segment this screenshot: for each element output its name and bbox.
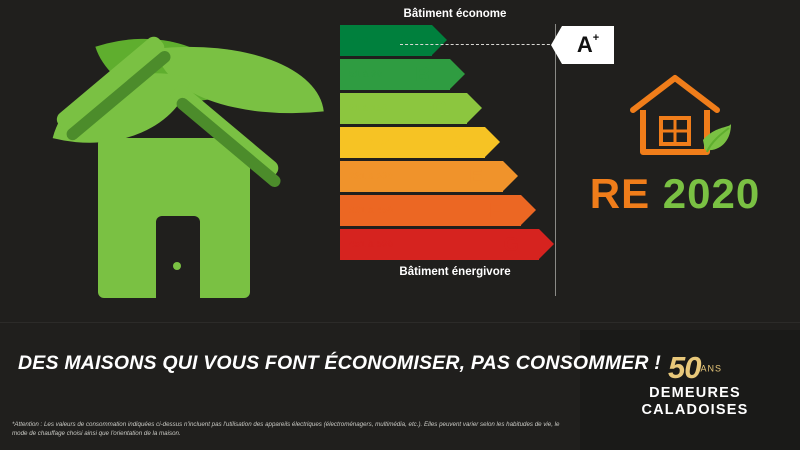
- house-door-shape: [156, 216, 200, 298]
- energy-bar-letter: E: [469, 165, 483, 188]
- energy-bar-letter: F: [488, 199, 501, 222]
- re2020-year: 2020: [662, 170, 761, 217]
- chart-bottom-label: Bâtiment énergivore: [399, 266, 511, 278]
- anniversary-mark: [600, 352, 790, 383]
- rating-connector-line: [400, 44, 560, 46]
- energy-bar-letter: C: [432, 97, 447, 120]
- roof-inner-bar-right: [174, 95, 283, 189]
- energy-bar-letter: D: [450, 131, 465, 154]
- horizontal-divider: [0, 322, 800, 323]
- energy-rating-chart: [340, 8, 570, 308]
- energy-bar: [340, 25, 432, 56]
- energy-bar-row: [340, 93, 570, 124]
- brand-name-line1: DEMEURES: [649, 385, 741, 401]
- energy-bar-letter: A: [397, 29, 412, 52]
- energy-bar-range: 331 à 450: [349, 205, 394, 216]
- energy-bars-list: [340, 25, 570, 260]
- energy-bar-range: 231 à 330: [349, 171, 394, 182]
- energy-bar-letter: G: [503, 233, 519, 256]
- energy-bar: [340, 93, 467, 124]
- energy-bar-range: 91 à 150: [349, 103, 388, 114]
- energy-bar-row: [340, 25, 570, 56]
- demeures-caladoises-logo: [600, 352, 790, 442]
- chart-axis-line: [555, 24, 556, 296]
- chart-top-label: Bâtiment économe: [403, 8, 507, 20]
- energy-bar-range: 51 à 90: [349, 69, 383, 80]
- energy-bar-letter: B: [415, 63, 430, 86]
- brand-name-line2: CALADOISES: [641, 401, 749, 418]
- anniversary-word: ANS: [700, 363, 722, 374]
- re2020-logo: [560, 66, 790, 246]
- energy-bar: [340, 195, 521, 226]
- energy-bar-range: 151 à 230: [349, 137, 394, 148]
- house-roof-shape: [62, 70, 286, 180]
- energy-bar: [340, 59, 450, 90]
- re2020-wordmark: [560, 170, 790, 218]
- energy-bar: [340, 229, 539, 260]
- rating-badge-plus: +: [592, 32, 600, 44]
- energy-bar-row: [340, 161, 570, 192]
- slogan-text: DES MAISONS QUI VOUS FONT ÉCONOMISER, PAS CONSOMMER !: [18, 352, 661, 374]
- rating-badge-letter: A: [576, 32, 593, 57]
- house-doorknob-shape: [173, 262, 181, 270]
- energy-bar-row: [340, 229, 570, 260]
- energy-bar: [340, 161, 503, 192]
- energy-bar: [340, 127, 485, 158]
- re2020-prefix: RE: [589, 170, 651, 217]
- house-with-leaf-icon: [615, 66, 735, 162]
- anniversary-number: 50: [668, 350, 701, 385]
- disclaimer-text: *Attention : Les valeurs de consommation indiquées ci-dessus n'incluent pas l'utilisation des appareils électriques (électroménagers, multimédia, etc.). Elles peuvent varier selon les habitudes de vie, le mode de chauffage choisi ainsi que l'orientation de la maison.: [12, 421, 560, 438]
- brand-name: [600, 385, 790, 418]
- energy-bar-range: ≤ 50: [349, 35, 369, 46]
- energy-bar-range: 451 à 590: [349, 239, 394, 250]
- energy-bar-row: [340, 127, 570, 158]
- green-house-illustration: [10, 10, 340, 310]
- energy-bar-row: [340, 195, 570, 226]
- rating-badge: [562, 26, 614, 64]
- energy-bar-row: [340, 59, 570, 90]
